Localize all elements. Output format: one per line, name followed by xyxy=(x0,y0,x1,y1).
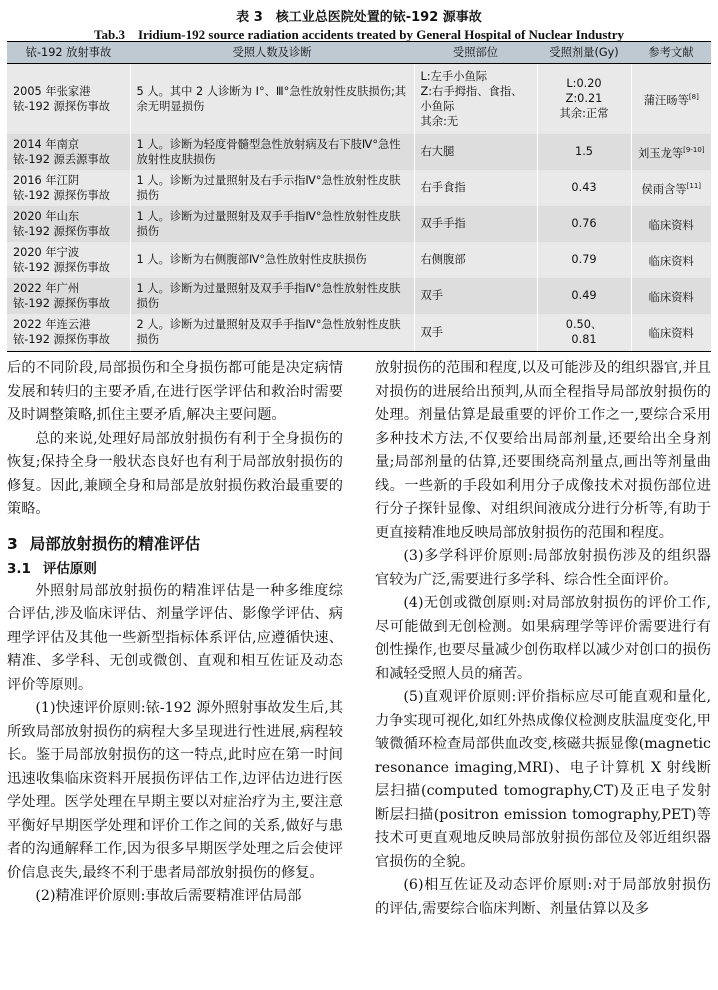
cell-site: 右手食指 xyxy=(414,170,537,206)
cell-site: 双手 xyxy=(414,314,537,352)
right-column xyxy=(375,357,711,921)
left-column xyxy=(7,357,343,909)
cell-accident: 2014 年南京 铱-192 源丢源事故 xyxy=(7,134,130,170)
table-caption-cn: 表 3 核工业总医院处置的铱-192 源事故 xyxy=(236,10,482,25)
paragraph: 后的不同阶段,局部损伤和全身损伤都可能是决定病情发展和转归的主要矛盾,在进行医学评估和救治时需要及时调整策略,抓住主要矛盾,解决主要问题。 xyxy=(7,360,343,423)
table-row xyxy=(7,64,711,134)
cell-reference: 临床资料 xyxy=(631,278,711,314)
cell-accident: 2005 年张家港 铱-192 源探伤事故 xyxy=(7,64,130,134)
table-row xyxy=(7,314,711,352)
table-caption-en: Tab.3 Iridium-192 source radiation accidents treated by General Hospital of Nuclear Industry xyxy=(94,27,624,42)
paragraph: 放射损伤的范围和程度,以及可能涉及的组织器官,并且对损伤的进展给出预判,从而全程指导局部放射损伤的处理。剂量估算是最重要的评价工作之一,要综合采用多种技术方法,不仅要给出局部剂量,还要给出全身剂量;局部剂量的估算,还要围绕高剂量点,画出等剂量曲线。一些新的手段如利用分子成像技术对损伤部位进行分子探针显像、对组织间液成分进行分析等,有助于更直接精准地反映局部放射损伤的范围和程度。 xyxy=(375,360,711,541)
table-row xyxy=(7,206,711,242)
cell-diagnosis: 1 人。诊断为过量照射及右手示指Ⅳ°急性放射性皮肤损伤 xyxy=(130,170,414,206)
cell-reference: 蒲汪旸等[8] xyxy=(631,64,711,134)
paragraph: (3)多学科评价原则:局部放射损伤涉及的组织器官较为广泛,需要进行多学科、综合性全面评价。 xyxy=(375,548,711,588)
cell-dose: 0.50、 0.81 xyxy=(537,314,631,352)
paragraph: (5)直观评价原则:评价指标应尽可能直观和量化,力争实现可视化,如红外热成像仪检测皮肤温度变化,甲皱微循环检查局部供血改变,核磁共振显像(magnetic resonance imaging,MRI)、电子计算机 X 射线断层扫描(computed tomography,CT)及正电子发射断层扫描(positron emission tomography,PET)等技术可更直观地反映局部放射损伤部位及邻近组织器官损伤的全貌。 xyxy=(375,689,711,870)
cell-reference: 侯雨含等[11] xyxy=(631,170,711,206)
table-header-row xyxy=(7,42,711,64)
cell-diagnosis: 1 人。诊断为轻度骨髓型急性放射病及右下肢Ⅳ°急性放射性皮肤损伤 xyxy=(130,134,414,170)
cell-site: 右侧腹部 xyxy=(414,242,537,278)
subsection-heading: 3.1 评估原则 xyxy=(7,560,97,577)
cell-accident: 2020 年山东 铱-192 源探伤事故 xyxy=(7,206,130,242)
paragraph: (2)精准评价原则:事故后需要精准评估局部 xyxy=(35,888,302,904)
accident-table xyxy=(7,41,711,352)
cell-dose: 0.43 xyxy=(537,170,631,206)
header-dose: 受照剂量(Gy) xyxy=(537,42,631,64)
table-row xyxy=(7,170,711,206)
section-heading: 3 局部放射损伤的精准评估 xyxy=(7,534,201,553)
cell-diagnosis: 5 人。其中 2 人诊断为 Ⅰ°、Ⅲ°急性放射性皮肤损伤;其余无明显损伤 xyxy=(130,64,414,134)
paragraph: (4)无创或微创原则:对局部放射损伤的评价工作,尽可能做到无创检测。如果病理学等评价需要进行有创性操作,也要尽量减少创伤取样以减少对创口的损伤和减轻受照人员的痛苦。 xyxy=(375,595,711,682)
paragraph: 总的来说,处理好局部放射损伤有利于全身损伤的恢复;保持全身一般状态良好也有利于局部放射损伤的修复。因此,兼顾全身和局部是放射损伤救治最重要的策略。 xyxy=(7,430,343,517)
cell-accident: 2022 年广州 铱-192 源探伤事故 xyxy=(7,278,130,314)
paragraph: (6)相互佐证及动态评价原则:对于局部放射损伤的评估,需要综合临床判断、剂量估算以及多 xyxy=(375,877,711,917)
table-row xyxy=(7,278,711,314)
cell-accident: 2020 年宁波 铱-192 源探伤事故 xyxy=(7,242,130,278)
cell-dose: 1.5 xyxy=(537,134,631,170)
cell-accident: 2022 年连云港 铱-192 源探伤事故 xyxy=(7,314,130,352)
cell-accident: 2016 年江阴 铱-192 源探伤事故 xyxy=(7,170,130,206)
table-row xyxy=(7,242,711,278)
cell-reference: 刘玉龙等[9-10] xyxy=(631,134,711,170)
cell-dose: L:0.20 Z:0.21 其余:正常 xyxy=(537,64,631,134)
cell-dose: 0.76 xyxy=(537,206,631,242)
cell-reference: 临床资料 xyxy=(631,242,711,278)
cell-site: L:左手小鱼际 Z:右手拇指、食指、小鱼际 其余:无 xyxy=(414,64,537,134)
cell-dose: 0.79 xyxy=(537,242,631,278)
paragraph: (1)快速评价原则:铱-192 源外照射事故发生后,其所致局部放射损伤的病程大多呈现进行性进展,病程较长。鉴于局部放射损伤的这一特点,此时应在第一时间迅速收集临床资料开展损伤评估工作,边评估边进行医学处理。医学处理在早期主要以对症治疗为主,要注意平衡好早期医学处理和评价工作之间的关系,做好与患者的沟通解释工作,因为很多早期医学处理之后会使评价信息丧失,最终不利于患者局部放射损伤的修复。 xyxy=(7,700,343,881)
cell-reference: 临床资料 xyxy=(631,206,711,242)
cell-diagnosis: 1 人。诊断为过量照射及双手手指Ⅳ°急性放射性皮肤损伤 xyxy=(130,206,414,242)
cell-diagnosis: 1 人。诊断为右侧腹部Ⅳ°急性放射性皮肤损伤 xyxy=(130,242,414,278)
cell-reference: 临床资料 xyxy=(631,314,711,352)
cell-dose: 0.49 xyxy=(537,278,631,314)
cell-site: 双手手指 xyxy=(414,206,537,242)
header-accident: 铱-192 放射事故 xyxy=(7,42,130,64)
header-site: 受照部位 xyxy=(414,42,537,64)
table-row xyxy=(7,134,711,170)
cell-site: 右大腿 xyxy=(414,134,537,170)
cell-site: 双手 xyxy=(414,278,537,314)
paragraph: 外照射局部放射损伤的精准评估是一种多维度综合评估,涉及临床评估、剂量学评估、影像学评估、病理学评估及其他一些新型指标体系评估,应遵循快速、精准、多学科、无创或微创、直观和相互佐证及动态评价等原则。 xyxy=(7,582,343,693)
cell-diagnosis: 2 人。诊断为过量照射及双手手指Ⅳ°急性放射性皮肤损伤 xyxy=(130,314,414,352)
header-diagnosis: 受照人数及诊断 xyxy=(130,42,414,64)
cell-diagnosis: 1 人。诊断为过量照射及双手手指Ⅳ°急性放射性皮肤损伤 xyxy=(130,278,414,314)
header-reference: 参考文献 xyxy=(631,42,711,64)
